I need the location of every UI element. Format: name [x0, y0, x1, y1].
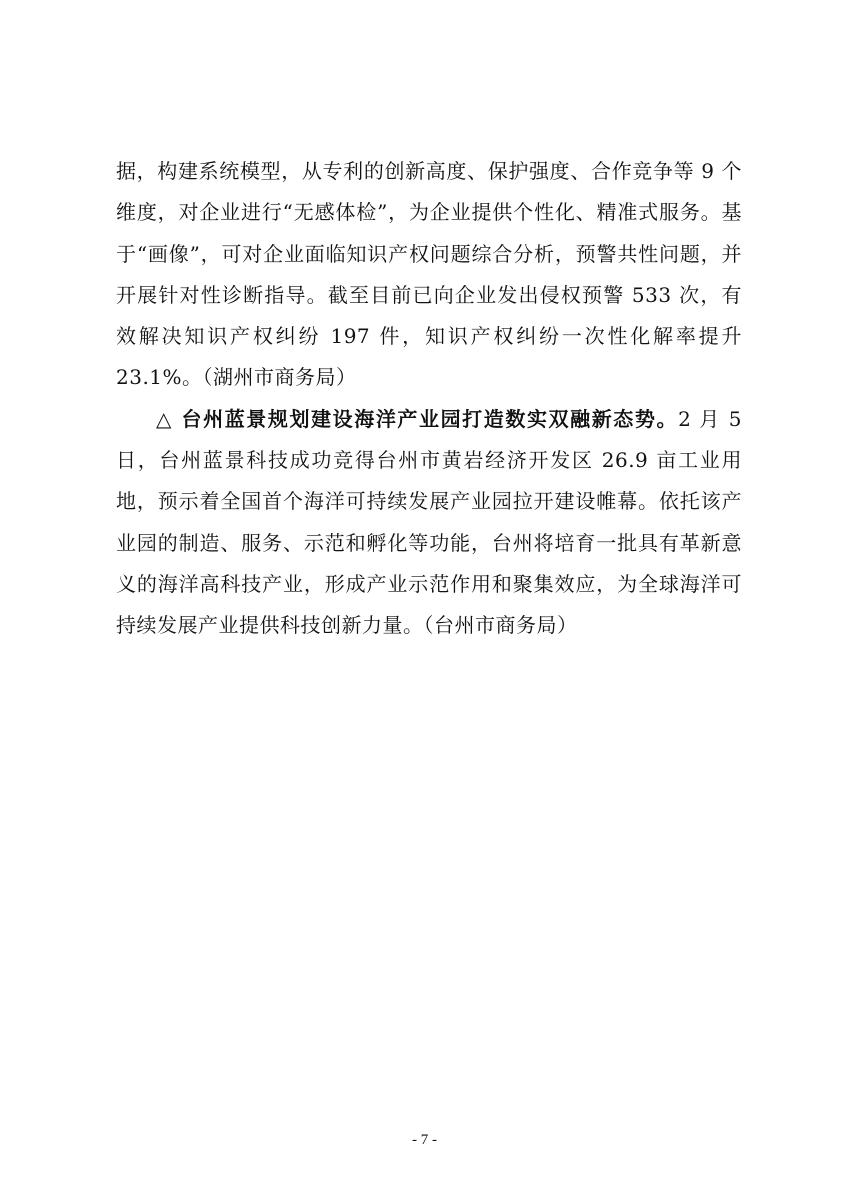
page-number: - 7 -	[412, 1132, 437, 1148]
paragraph-headline: △ 台州蓝景规划建设海洋产业园打造数实双融新态势。	[156, 406, 679, 431]
paragraph-text: 据，构建系统模型，从专利的创新高度、保护强度、合作竞争等 9 个维度，对企业进行“无感体检”，为企业提供个性化、精准式服务。基于“画像”，可对企业面临知识产权问题综合分析，预警共性问题，并开展针对性诊断指导。截至目前已向企业发出侵权预警 533 次，有效解决知识产权纠纷 197 件，知识产权纠纷一次性化解率提升 23.1%。（湖州市商务局）	[116, 159, 742, 390]
paragraph-huzhou-ip	[116, 151, 742, 399]
document-body	[116, 151, 742, 647]
paragraph-taizhou-ocean-park	[116, 399, 742, 647]
paragraph-text: 2 月 5 日，台州蓝景科技成功竞得台州市黄岩经济开发区 26.9 亩工业用地，预示着全国首个海洋可持续发展产业园拉开建设帷幕。依托该产业园的制造、服务、示范和孵化等功能，台州将培育一批具有革新意义的海洋高科技产业，形成产业示范作用和聚集效应，为全球海洋可持续发展产业提供科技创新力量。（台州市商务局）	[116, 406, 742, 638]
